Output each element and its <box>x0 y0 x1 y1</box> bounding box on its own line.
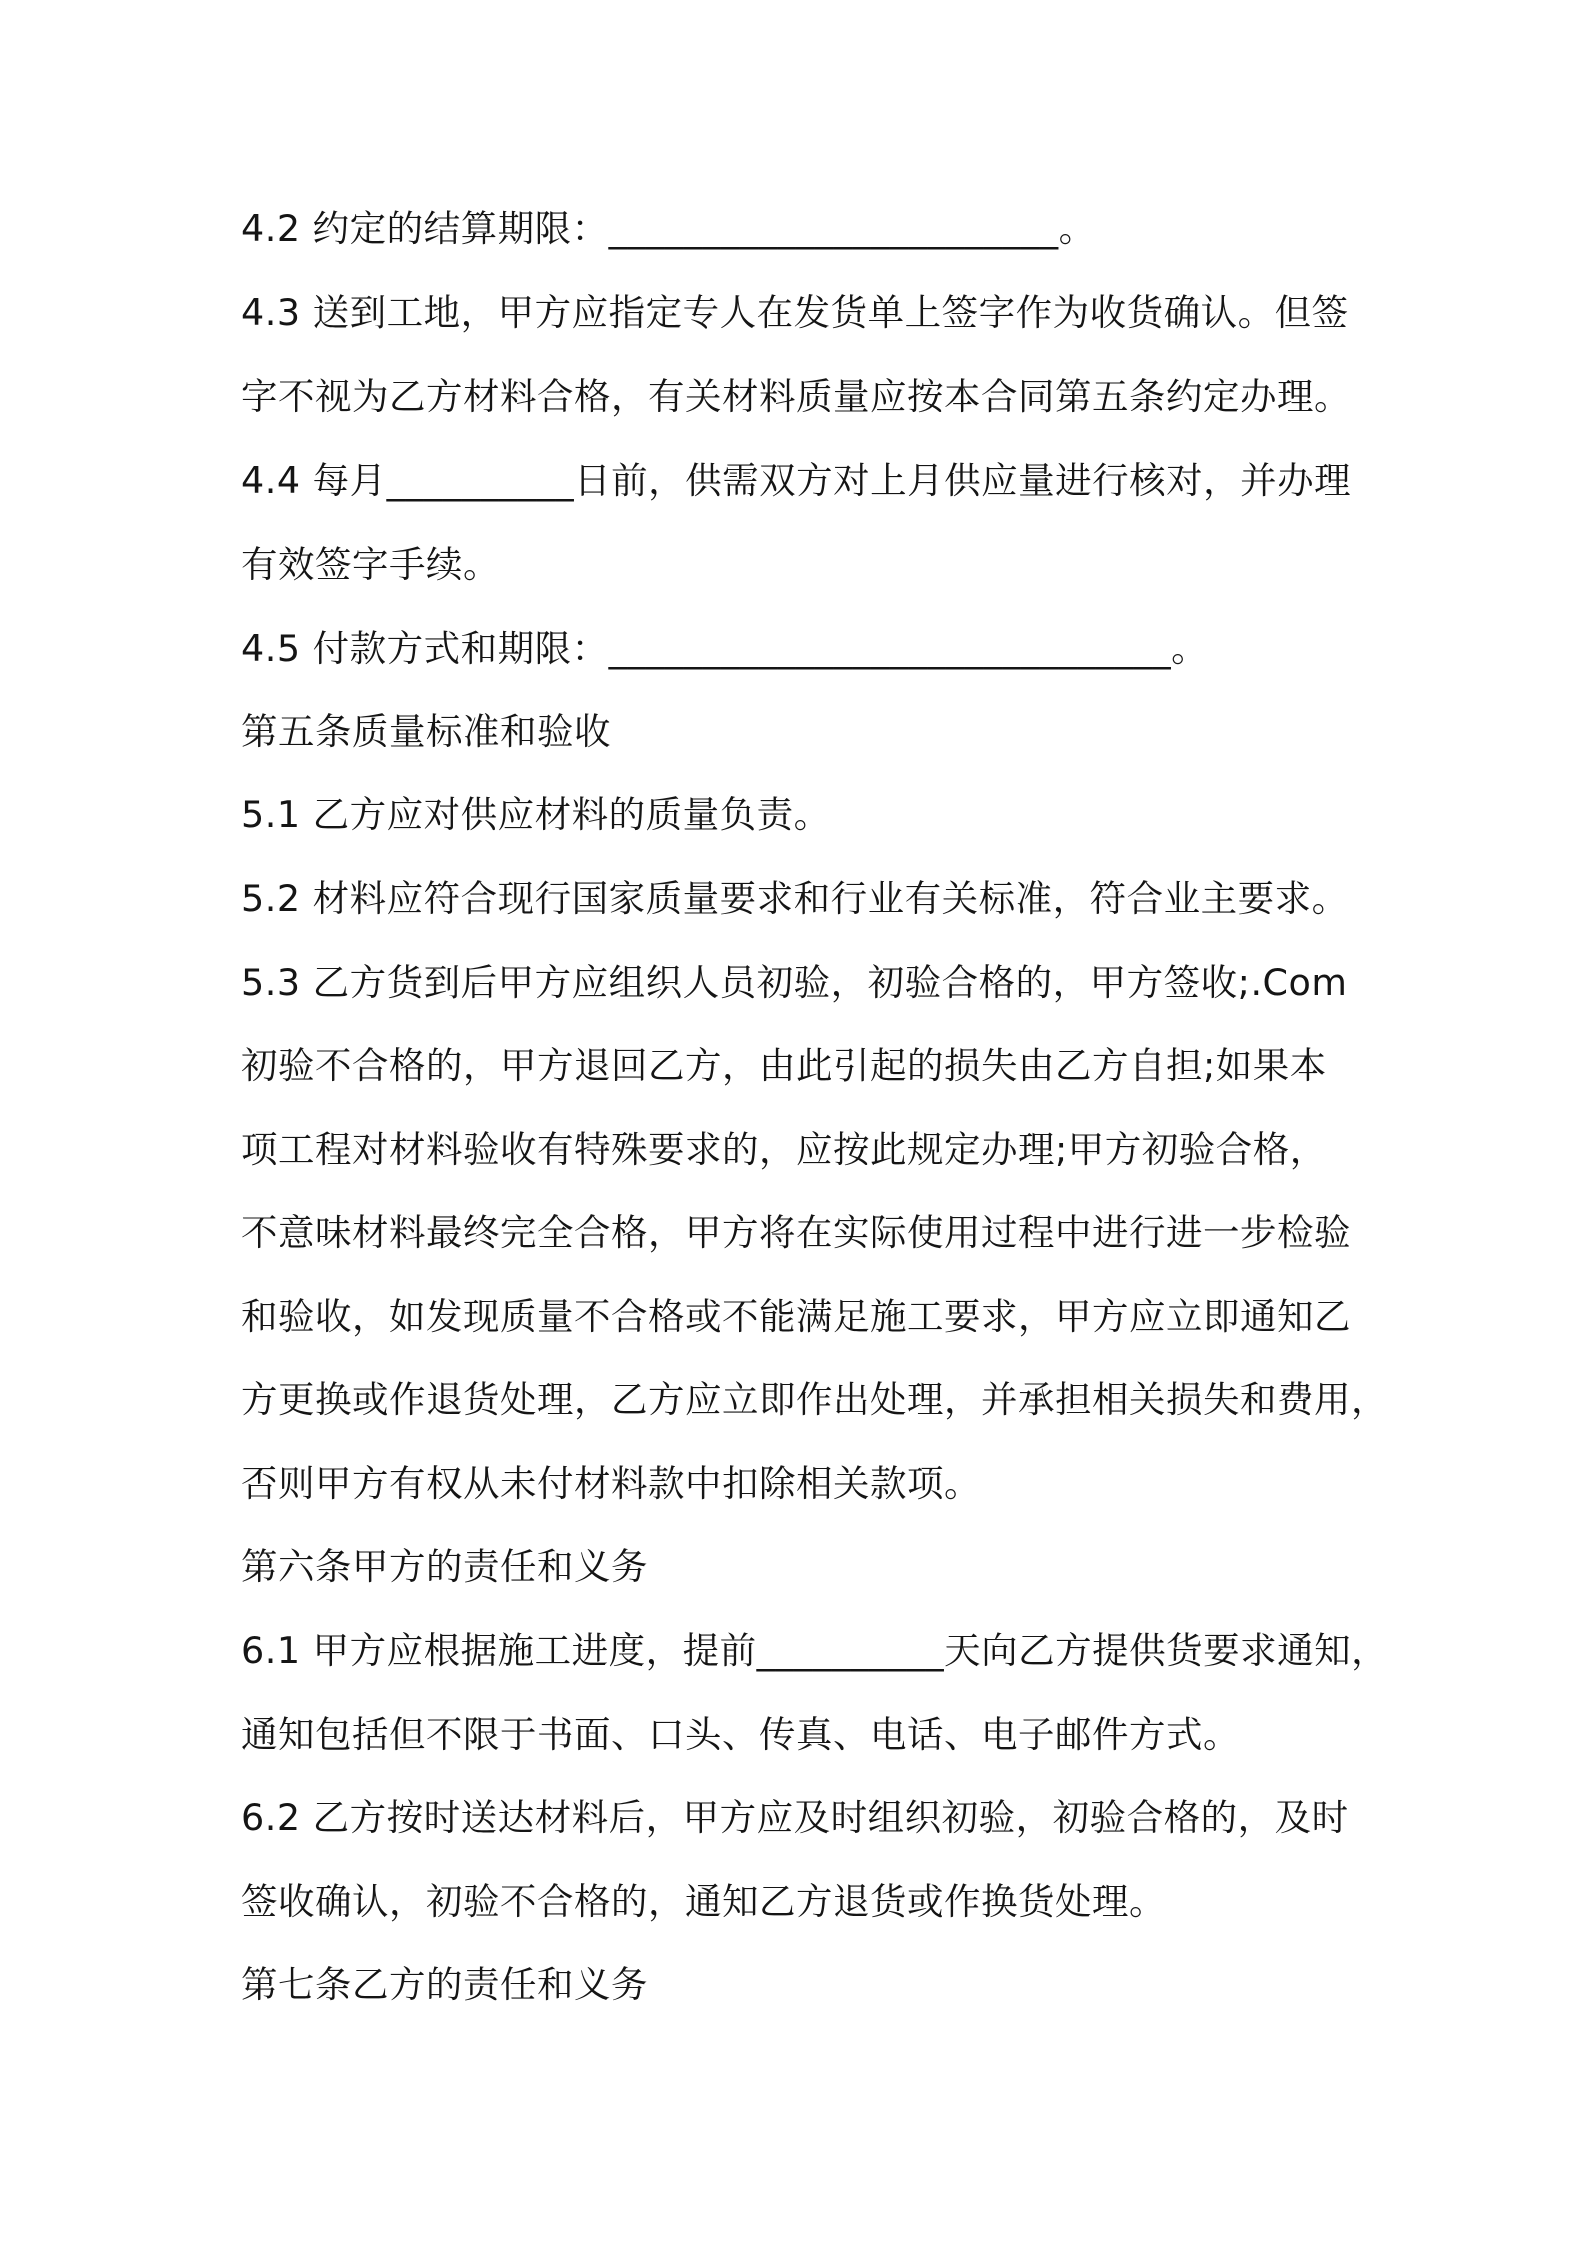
text-line-4-3-a: 4.3 送到工地，甲方应指定专人在发货单上签字作为收货确认。但签 <box>241 291 1349 334</box>
text-line-5-3-c: 项工程对材料验收有特殊要求的，应按此规定办理;甲方初验合格， <box>241 1128 1327 1171</box>
text-line-4-2: 4.2 约定的结算期限：________________________。 <box>241 207 1096 250</box>
text-line-5-2: 5.2 材料应符合现行国家质量要求和行业有关标准，符合业主要求。 <box>241 877 1349 920</box>
text-line-5-3-f: 方更换或作退货处理，乙方应立即作出处理，并承担相关损失和费用， <box>241 1378 1388 1421</box>
text-line-5-3-e: 和验收，如发现质量不合格或不能满足施工要求，甲方应立即通知乙 <box>241 1295 1351 1338</box>
text-line-5-3-g: 否则甲方有权从未付材料款中扣除相关款项。 <box>241 1462 981 1505</box>
text-line-5-3-a: 5.3 乙方货到后甲方应组织人员初验，初验合格的，甲方签收;.Com <box>241 961 1348 1004</box>
text-line-5-1: 5.1 乙方应对供应材料的质量负责。 <box>241 793 831 836</box>
text-line-6-2-b: 签收确认，初验不合格的，通知乙方退货或作换货处理。 <box>241 1880 1166 1923</box>
text-line-6-1-b: 通知包括但不限于书面、口头、传真、电话、电子邮件方式。 <box>241 1713 1240 1756</box>
text-line-4-5: 4.5 付款方式和期限：______________________________。 <box>241 627 1209 670</box>
text-line-6-2-a: 6.2 乙方按时送达材料后，甲方应及时组织初验，初验合格的，及时 <box>241 1796 1349 1839</box>
section-heading-6: 第六条甲方的责任和义务 <box>241 1545 648 1588</box>
section-heading-5: 第五条质量标准和验收 <box>241 710 611 753</box>
text-line-4-4-a: 4.4 每月__________日前，供需双方对上月供应量进行核对，并办理 <box>241 459 1352 502</box>
text-line-4-4-b: 有效签字手续。 <box>241 543 500 586</box>
section-heading-7: 第七条乙方的责任和义务 <box>241 1963 648 2006</box>
text-line-6-1-a: 6.1 甲方应根据施工进度，提前__________天向乙方提供货要求通知， <box>241 1629 1389 1672</box>
text-line-4-3-b: 字不视为乙方材料合格，有关材料质量应按本合同第五条约定办理。 <box>241 375 1351 418</box>
text-line-5-3-d: 不意味材料最终完全合格，甲方将在实际使用过程中进行进一步检验 <box>241 1211 1351 1254</box>
text-line-5-3-b: 初验不合格的，甲方退回乙方，由此引起的损失由乙方自担;如果本 <box>241 1044 1327 1087</box>
